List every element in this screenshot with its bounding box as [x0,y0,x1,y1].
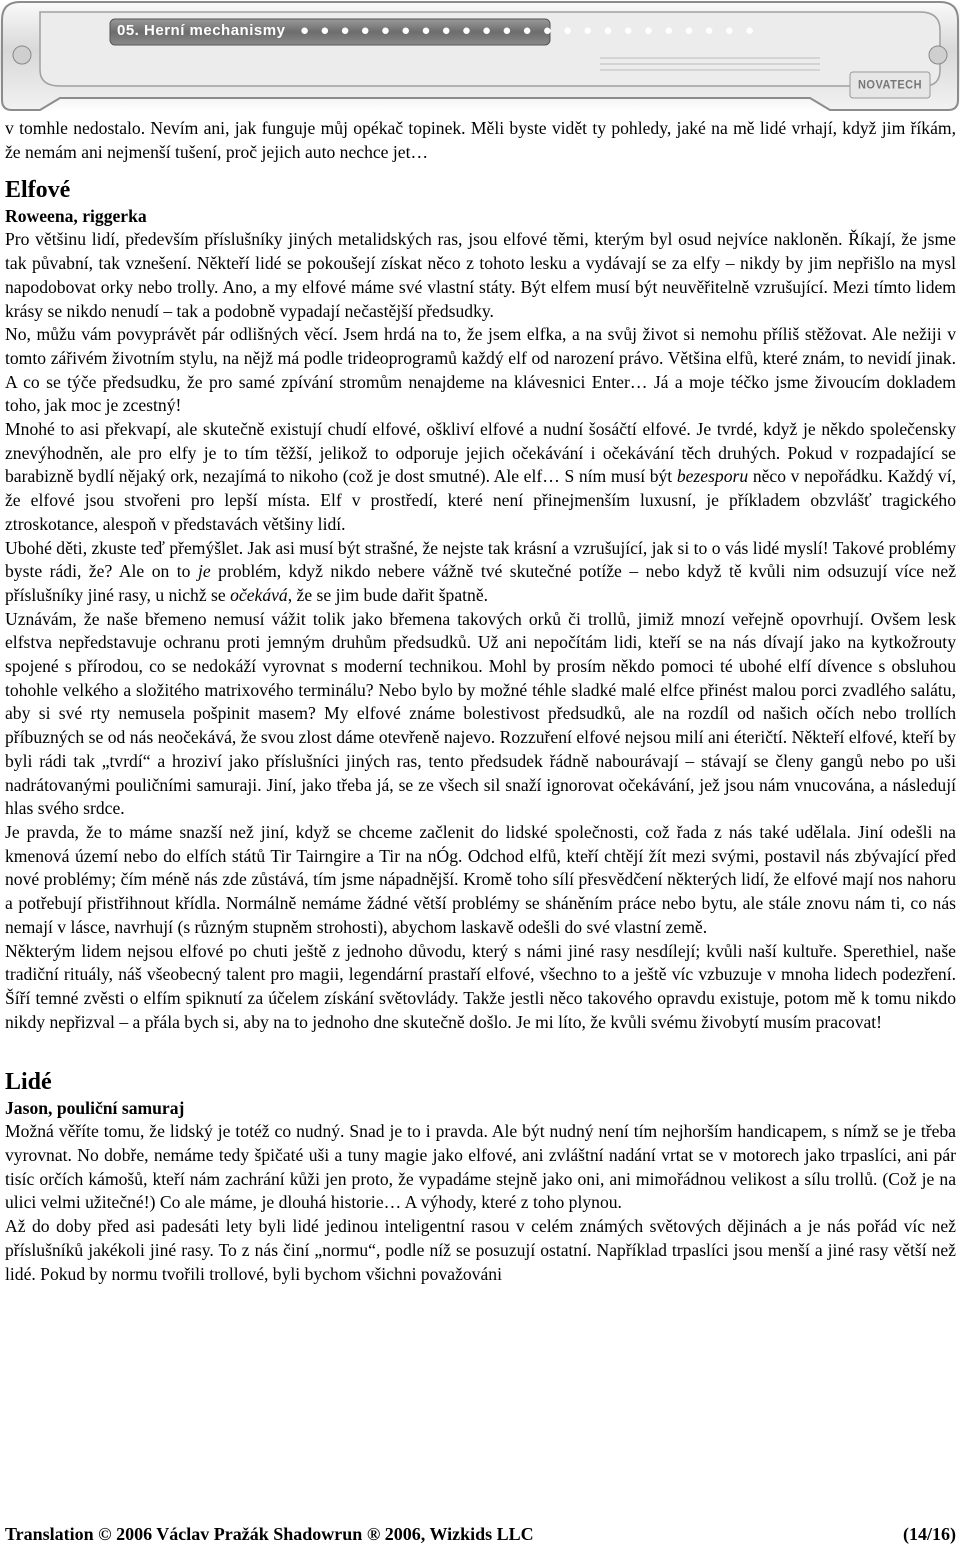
chapter-title: 05. Herní mechanismy [117,22,286,39]
paragraph-text: Mnohé to asi překvapí, ale skutečně existují chudí elfové, oškliví elfové a nudní šosáčtí elfové. Je tvrdé, když je někdo společensky znevýhodněn, ale pro elfy je to tím těžší, jelikož to odporuje jejich očekávání i očekávání těch druhých. Pokud v rozpadající se barabizně bydlí nějaký ork, nezajímá to nikoho (což je dost smutné). Ale elf… S ním musí být [5,419,956,487]
paragraph-text: Ubohé děti, zkuste teď přemýšlet. Jak asi musí být strašné, že nejste tak krásní a vzrušující, jak si to o vás lidé myslí! Takové problémy byste rádi, že? Ale on to [5,537,956,582]
novatech-logo: NOVATECH [857,78,923,92]
paragraph: Možná věříte tomu, že lidský je totéž co nudný. Snad je to i pravda. Ale být nudný není tím nejhorším handicapem, s nímž se je třeba vyrovnat. No dobře, nemáme tedy špičaté uši a tuny magie jako elfové, ani zvláštní nadání vrtat se v motorech jako trpaslíci, ani pár tisíc orčích kámošů, kteří nám zachrání kůži jen proto, že vypadáme stejně jako oni, ani mimořádnou velikost a sílu trollů. (Což je na ulici velmi užitečné!) Co ale máme, je dlouhá historie… A výhody, které z toho plynou. [5,1121,956,1213]
speaker-jason: Jason, pouliční samuraj [5,1098,185,1119]
paragraph: Je pravda, že to máme snazší než jiní, když se chceme začlenit do lidské společnosti, což řada z nás také udělala. Jiní odešli na kmenová území nebo do elfích států Tir Tairngire a Tir na nÓg. Odchod elfů, kteří chtějí žít mezi svými, postavil nás zbývající před nové problémy; čím méně nás zde zůstává, tím jsme nápadnější. Kromě toho sílí přesvědčení některých lidí, že elfové mají nos nahoru a potřebují přistřihnout křídla. Normálně nemáme žádné větší problémy se sháněním práce nebo bytu, ale stále znovu nám ti, co nás nemají v lásce, navrhují (s různým stupněm strohosti), abychom laskavě odešli do své vlastní země. [5,821,956,937]
paragraph-text: problém, když nikdo nebere vážně tvé skutečné potíže – nebo když tě kvůli nim odsuzují více než příslušníky jiné rasy, u nichž se [5,561,956,605]
emphasis: očekává [230,584,288,605]
section-heading-lide: Lidé [5,1069,52,1096]
page-footer [5,1522,956,1546]
page-number: (14/16) [903,1524,956,1544]
paragraph: No, můžu vám povyprávět pár odlišných věcí. Jsem hrdá na to, že jsem elfka, a na svůj život si nemohu příliš stěžovat. Ale nežiji v tomto zářivém životním stylu, na nějž má podle trideoprogramů každý elf od narození právo. Většina elfů, které znám, to nevidí jinak. A co se týče předsudku, že pro samé zpívání stromům nenajdeme na klávesnici Enter… Já a moje téčko jsme živoucím dokladem toho, jak moc je zcestný! [5,324,956,416]
paragraph: Uznávám, že naše břemeno nemusí vážit tolik jako břemena takových orků či trollů, jimiž mnozí veřejně opovrhují. Ovšem lesk elfstva nepředstavuje ochranu proti jemným druhům předsudků. Už ani nepočítám lidi, kteří se na nás dívají jako na kytkožrouty spojené s přírodou, co se nedokáží vyrovnat s moderní technikou. Mohl by prosím někdo pomoci té ubohé elfí dívence s obsluhou tohohle velkého a složitého matrixového terminálu? Nebo bylo by možné téhle sladké malé elfce přinést malou porci zvadlého salátu, aby si své rty nemusela pošpinit masem? My elfové známe bolestivost předsudků, ale na rozdíl od našich očích nebo trollích příbuzných se od nás neočekává, že svou zlost dáme otevřeně najevo. Rozzuření elfové nejsou milí ani éteričtí. Někteří elfové, kteří by byli rádi tak „tvrdí“ a hroziví jako příslušníci jiných ras, tento předsudek řádně nabourávají – stávají se členy gangů nebo po uši nadrátovanými pouličními samuraji. Jiní, jako třeba já, se ze všech sil snaží ignorovat očekávání, jež jsou nám vnucována, a následují hlas svého srdce. [5,608,956,819]
paragraph: Některým lidem nejsou elfové po chuti ještě z jednoho důvodu, který s námi jiné rasy nesdílejí; kvůli naší kultuře. Sperethiel, naše tradiční rituály, náš všeobecný talent pro magii, legendární prastaří elfové, všechno to a ještě víc vzbuzuje v mnoha lidech podezření. Šíří temné zvěsti o elfím spiknutí za účelem získání světovlády. Takže jestli něco takového opravdu existuje, potom mě k tomu nikdo nikdy nepřizval – a přála bych si, aby na to jednoho dne skutečně došlo. Je mi líto, že kvůli svému živobytí musím pracovat! [5,940,956,1032]
paragraph [5,418,956,537]
header-banner [0,0,960,112]
emphasis: bezesporu [676,466,749,487]
intro-paragraph: v tomhle nedostalo. Nevím ani, jak funguje můj opékač topinek. Měli byste vidět ty pohledy, jaké na mě lidé vrhají, když jim říkám, že nemám ani nejmenší tušení, proč jejich auto nechce jet… [5,118,956,162]
footer-copyright: Translation © 2006 Václav Pražák Shadowrun ® 2006, Wizkids LLC [5,1524,534,1544]
speaker-roweena: Roweena, riggerka [5,206,147,227]
emphasis: je [197,561,211,582]
paragraph: Až do doby před asi padesáti lety byli lidé jedinou inteligentní rasou v celém známých světových dějinách a je nás pořád víc než příslušníků jakékoli jiné rasy. To z nás činí „normu“, podle níž se posuzují ostatní. Například trpaslíci jsou menší a jiné rasy větší než lidé. Pokud by normu tvořili trollové, byli bychom všichni považováni [5,1216,956,1284]
document-body [5,117,956,1286]
paragraph: Pro většinu lidí, především příslušníky jiných metalidských ras, jsou elfové těmi, kterým byl osud nejvíce nakloněn. Říkají, že jsme tak půvabní, tak vznešení. Někteří lidé se pokoušejí získat něco z tohoto lesku a vydávají se za elfy – nikdy by jim nepřišlo na mysl napodobovat orky nebo trolly. Ano, a my elfové máme své vlastní státy. Být elfem musí být neuvěřitelně vzrušující. Mezi tímto lidem krásy se nikdo nenudí – tak a podobně vypadají nečastější předsudky. [5,229,956,321]
section-heading-elfove: Elfové [5,177,71,204]
paragraph-text: něco v nepořádku. Každý ví, že elfové jsou stvořeni pro lepší místa. Elf v prostředí, které není přinejmenším luxusní, je příkladem obzvlášť tragického ztroskotance, alespoň v představách většiny lidí. [5,466,956,534]
paragraph-text: , že se jim bude dařit špatně. [287,584,489,605]
title-bar-dots: ● ● ● ● ● ● ● ● ● ● ● ● ● ● ● ● ● ● ● ● ● ● ● [300,22,758,39]
paragraph [5,537,956,608]
banner-frame [0,0,960,112]
